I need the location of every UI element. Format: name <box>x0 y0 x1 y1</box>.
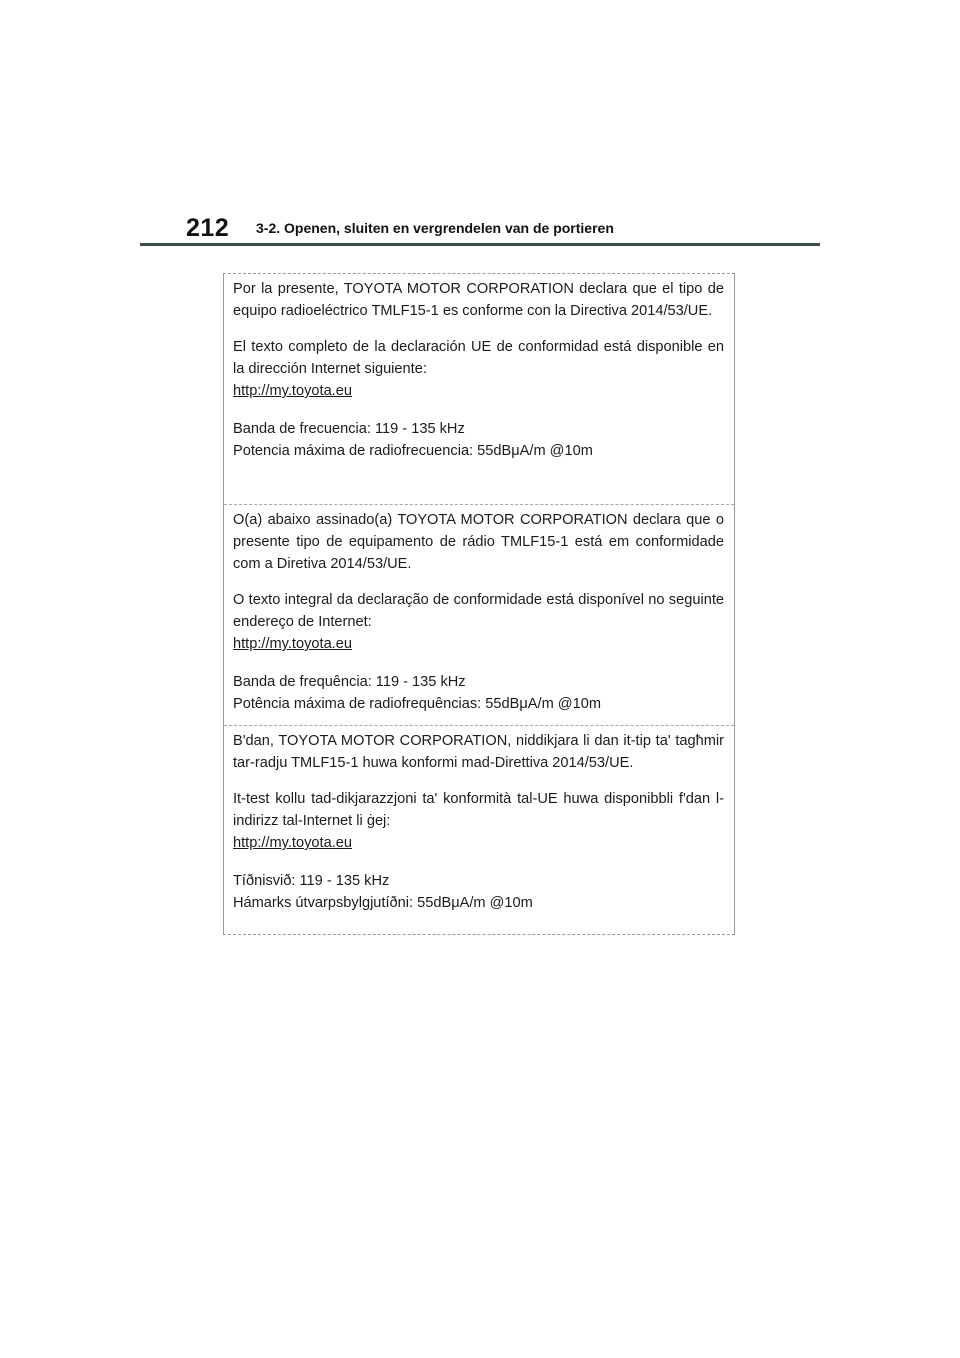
declaration-box <box>223 273 735 935</box>
declaration-link[interactable]: http://my.toyota.eu <box>233 383 352 399</box>
frequency-band: Tíðnisvið: 119 - 135 kHz <box>233 873 390 889</box>
availability-text: It-test kollu tad-dikjarazzjoni ta' konformità tal-UE huwa disponibbli f'dan l-indirizz tal-Internet li ġej: <box>233 791 724 829</box>
declaration-text: Por la presente, TOYOTA MOTOR CORPORATION declara que el tipo de equipo radioeléctrico TMLF15-1 es conforme con la Directiva 2014/53/UE. <box>233 281 724 319</box>
section-title: 3-2. Openen, sluiten en vergrendelen van de portieren <box>256 220 614 236</box>
declaration-text: O(a) abaixo assinado(a) TOYOTA MOTOR CORPORATION declara que o presente tipo de equipamento de rádio TMLF15-1 está em conformidade com a Diretiva 2014/53/UE. <box>233 512 724 572</box>
frequency-band: Banda de frecuencia: 119 - 135 kHz <box>233 421 465 437</box>
declaration-section-spanish <box>224 278 734 462</box>
max-power: Hámarks útvarpsbylgjutíðni: 55dBμA/m @10m <box>233 895 533 911</box>
declaration-link[interactable]: http://my.toyota.eu <box>233 636 352 652</box>
declaration-section-maltese <box>224 725 734 914</box>
header-divider <box>140 243 820 246</box>
availability-text: El texto completo de la declaración UE de conformidad está disponible en la dirección Internet siguiente: <box>233 339 724 377</box>
declaration-section-portuguese <box>224 504 734 715</box>
page-number: 212 <box>186 214 230 242</box>
frequency-band: Banda de frequência: 119 - 135 kHz <box>233 674 466 690</box>
max-power: Potencia máxima de radiofrecuencia: 55dBμA/m @10m <box>233 443 593 459</box>
availability-text: O texto integral da declaração de conformidade está disponível no seguinte endereço de Internet: <box>233 592 724 630</box>
declaration-text: B'dan, TOYOTA MOTOR CORPORATION, niddikjara li dan it-tip ta' tagħmir tar-radju TMLF15-1 huwa konformi mad-Direttiva 2014/53/UE. <box>233 733 724 771</box>
max-power: Potência máxima de radiofrequências: 55dBμA/m @10m <box>233 696 601 712</box>
declaration-link[interactable]: http://my.toyota.eu <box>233 835 352 851</box>
